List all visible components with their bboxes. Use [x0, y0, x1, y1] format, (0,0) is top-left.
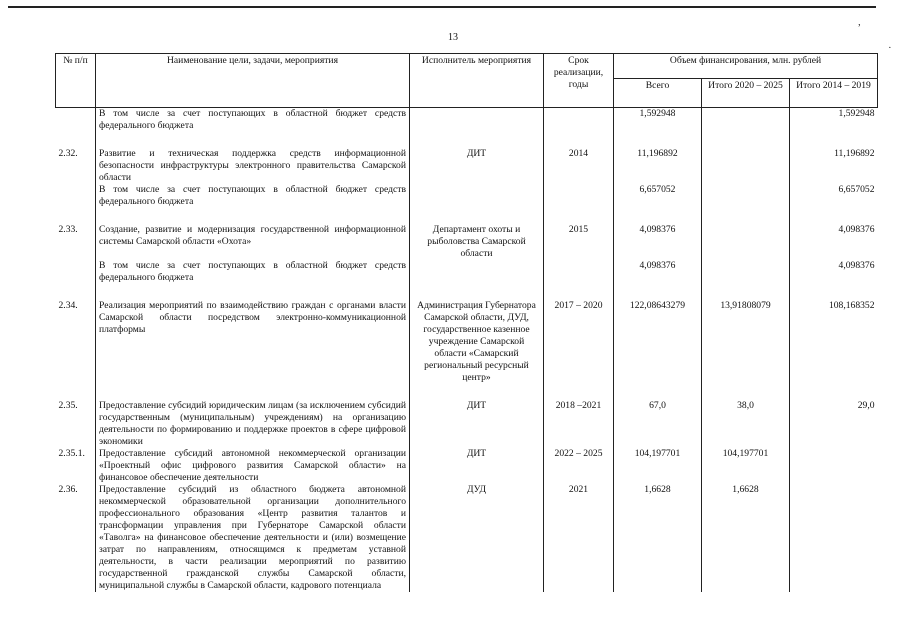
row-term: 2014: [544, 148, 614, 184]
row-num: 2.32.: [58, 148, 78, 159]
row-executor: [410, 184, 544, 208]
row-total: 122,08643279: [614, 300, 702, 384]
row-num: [56, 108, 96, 133]
row-total-2014-2019: 6,657052: [790, 184, 878, 208]
row-description: Предоставление субсидий из областного бюджета автономной некоммерческой образовательной организации дополнительного профессионального образования «Центр развития талантов и трансформации управления при Губернаторе Самарской области «Таволга» на финансовое обеспечение деятельности и (или) возмещение затрат по направлениям, относящимся к предметам уставной деятельности, в части реализации мероприятий по развитию государственной гражданской службы Самарской области, муниципальной службы в Самарской области, кадрового потенциала: [96, 484, 410, 592]
row-description: Развитие и техническая поддержка средств информационной безопасности инфраструктуры электронного правительства Самарской области: [96, 148, 410, 184]
row-description: В том числе за счет поступающих в областной бюджет средств федерального бюджета: [96, 260, 410, 284]
row-total-2014-2019: 1,592948: [790, 108, 878, 133]
row-total: 4,098376: [614, 224, 702, 260]
row-total: 11,196892: [614, 148, 702, 184]
row-spacer: [56, 284, 878, 300]
row-total: 4,098376: [614, 260, 702, 284]
table-row: [56, 108, 878, 133]
row-executor: Администрация Губернатора Самарской области, ДУД, государственное казенное учреждение Самарской области «Самарский региональный ресурсный центр»: [410, 300, 544, 384]
row-spacer: [56, 208, 878, 224]
row-total-2020-2025: [702, 184, 790, 208]
row-num: 2.36.: [58, 484, 78, 495]
row-total: 6,657052: [614, 184, 702, 208]
row-total-2020-2025: [702, 108, 790, 133]
financing-table: [55, 53, 878, 592]
header-total-2014-2019: Итого 2014 – 2019: [790, 79, 878, 108]
row-total-2014-2019: [790, 484, 878, 592]
row-description: Реализация мероприятий по взаимодействию граждан с органами власти Самарской области посредством электронно-коммуникационной платформы: [96, 300, 410, 384]
row-executor: ДИТ: [410, 448, 544, 484]
row-spacer: [56, 132, 878, 148]
row-total-2020-2025: [702, 148, 790, 184]
row-executor: [410, 260, 544, 284]
row-num: [56, 260, 96, 284]
row-term: 2017 – 2020: [544, 300, 614, 384]
row-description: Создание, развитие и модернизация государственной информационной системы Самарской области «Охота»: [96, 224, 410, 260]
table-row: [56, 300, 878, 384]
row-total: 104,197701: [614, 448, 702, 484]
header-executor: Исполнитель мероприятия: [410, 54, 544, 108]
scan-mark: ·: [888, 42, 892, 54]
row-term: 2021: [544, 484, 614, 592]
row-total-2014-2019: 4,098376: [790, 224, 878, 260]
table-row: [56, 400, 878, 448]
row-term: 2015: [544, 224, 614, 260]
table-row: [56, 260, 878, 284]
row-executor: [410, 108, 544, 133]
row-total: 1,6628: [614, 484, 702, 592]
row-num: 2.33.: [58, 224, 78, 235]
header-num: № п/п: [56, 54, 96, 108]
row-total-2014-2019: 11,196892: [790, 148, 878, 184]
header-total-2020-2025: Итого 2020 – 2025: [702, 79, 790, 108]
row-num: 2.34.: [58, 300, 78, 311]
table-row: [56, 184, 878, 208]
row-term: [544, 184, 614, 208]
table-row: [56, 148, 878, 184]
row-term: 2018 –2021: [544, 400, 614, 448]
row-total-2020-2025: 104,197701: [702, 448, 790, 484]
header-total: Всего: [614, 79, 702, 108]
row-term: [544, 260, 614, 284]
row-num: 2.35.1.: [58, 448, 85, 459]
table-row: [56, 484, 878, 592]
row-total-2014-2019: 29,0: [790, 400, 878, 448]
row-total-2020-2025: 1,6628: [702, 484, 790, 592]
row-total-2014-2019: [790, 448, 878, 484]
row-total: 1,592948: [614, 108, 702, 133]
row-description: В том числе за счет поступающих в областной бюджет средств федерального бюджета: [96, 108, 410, 133]
row-executor: Департамент охоты и рыболовства Самарской области: [410, 224, 544, 260]
table-row: [56, 448, 878, 484]
scan-mark: ,: [858, 16, 861, 28]
row-total-2020-2025: 38,0: [702, 400, 790, 448]
row-spacer: [56, 384, 878, 400]
row-term: 2022 – 2025: [544, 448, 614, 484]
row-description: Предоставление субсидий юридическим лицам (за исключением субсидий государственным (муниципальным) учреждениям) на организацию деятельности по формированию и поддержке проектов в сфере цифровой экономики: [96, 400, 410, 448]
row-total-2014-2019: 4,098376: [790, 260, 878, 284]
table-row: [56, 224, 878, 260]
header-funding: Объем финансирования, млн. рублей: [614, 54, 878, 79]
row-executor: ДИТ: [410, 400, 544, 448]
row-description: Предоставление субсидий автономной некоммерческой организации «Проектный офис цифрового развития Самарской области» на финансовое обеспечение деятельности: [96, 448, 410, 484]
top-rule: [8, 6, 876, 8]
row-term: [544, 108, 614, 133]
row-description: В том числе за счет поступающих в областной бюджет средств федерального бюджета: [96, 184, 410, 208]
row-executor: ДУД: [410, 484, 544, 592]
row-num: [56, 184, 96, 208]
row-total-2020-2025: [702, 224, 790, 260]
row-total-2020-2025: 13,91808079: [702, 300, 790, 384]
row-total-2014-2019: 108,168352: [790, 300, 878, 384]
row-executor: ДИТ: [410, 148, 544, 184]
row-total: 67,0: [614, 400, 702, 448]
header-term: Срок реализации, годы: [544, 54, 614, 108]
row-num: 2.35.: [58, 400, 78, 411]
row-total-2020-2025: [702, 260, 790, 284]
page-number: 13: [448, 32, 458, 43]
header-name: Наименование цели, задачи, мероприятия: [96, 54, 410, 108]
